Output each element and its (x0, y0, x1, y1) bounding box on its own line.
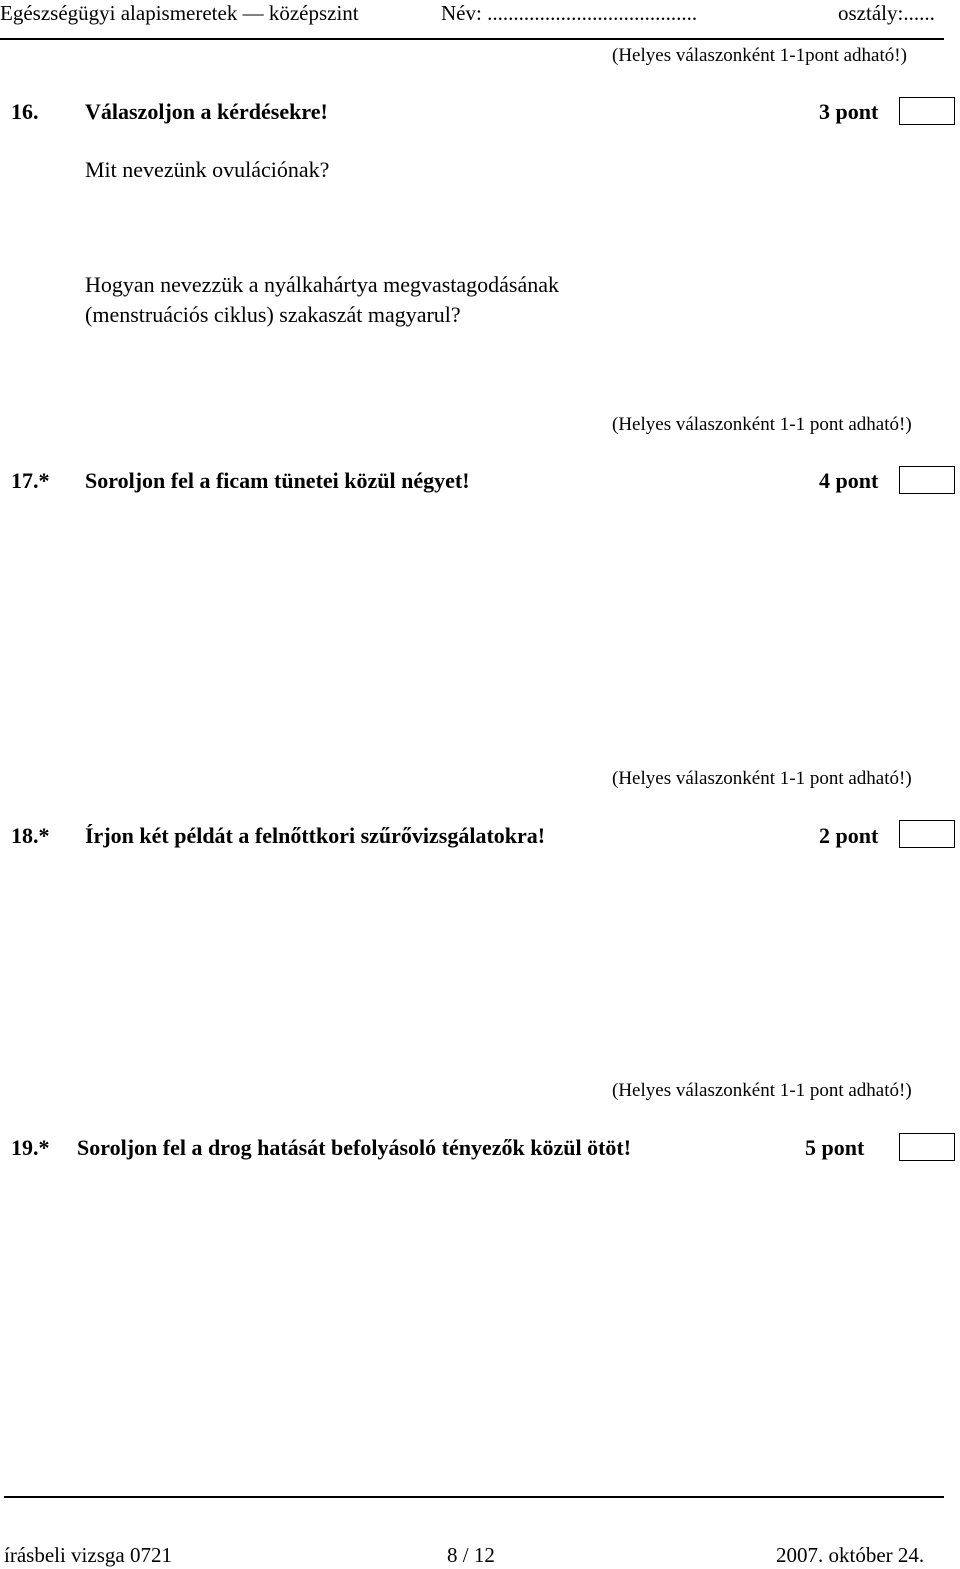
points-label-18: 2 pont (819, 823, 879, 848)
scoring-note-18: (Helyes válaszonként 1-1 pont adható!) (612, 768, 912, 789)
points-label-16: 3 pont (819, 99, 879, 124)
scoring-note-19: (Helyes válaszonként 1-1 pont adható!) (612, 1080, 912, 1101)
footer-divider (4, 1496, 944, 1498)
subquestion-endometrium-2: (menstruációs ciklus) szakaszát magyarul? (85, 302, 461, 327)
scoring-note-16: (Helyes válaszonként 1-1pont adható!) (612, 45, 907, 66)
header-class-field: osztály:...... (838, 1, 935, 25)
question-title-18: Írjon két példát a felnőttkori szűrővizsgálatokra! (85, 823, 546, 848)
subquestion-endometrium-1: Hogyan nevezzük a nyálkahártya megvastagodásának (85, 272, 560, 297)
question-title-19: Soroljon fel a drog hatását befolyásoló tényezők közül ötöt! (77, 1135, 632, 1160)
score-box-16[interactable] (899, 97, 955, 125)
points-label-17: 4 pont (819, 468, 879, 493)
header-subject: Egészségügyi alapismeretek — középszint (0, 1, 359, 25)
score-box-19[interactable] (899, 1133, 955, 1161)
question-title-17: Soroljon fel a ficam tünetei közül négyet! (85, 468, 470, 493)
points-label-19: 5 pont (805, 1135, 865, 1160)
question-number-17: 17.* (11, 468, 50, 493)
question-number-16: 16. (11, 99, 39, 124)
footer-page-number: 8 / 12 (447, 1543, 495, 1567)
header-name-field: Név: ........................................ (441, 1, 698, 25)
subquestion-ovulation: Mit nevezünk ovulációnak? (85, 157, 330, 182)
question-number-19: 19.* (11, 1135, 50, 1160)
header-divider (0, 38, 944, 40)
footer-date: 2007. október 24. (776, 1543, 925, 1567)
footer-exam: írásbeli vizsga 0721 (4, 1543, 172, 1567)
question-title-16: Válaszoljon a kérdésekre! (85, 99, 328, 124)
scoring-note-17: (Helyes válaszonként 1-1 pont adható!) (612, 414, 912, 435)
score-box-17[interactable] (899, 466, 955, 494)
question-number-18: 18.* (11, 823, 50, 848)
score-box-18[interactable] (899, 820, 955, 848)
